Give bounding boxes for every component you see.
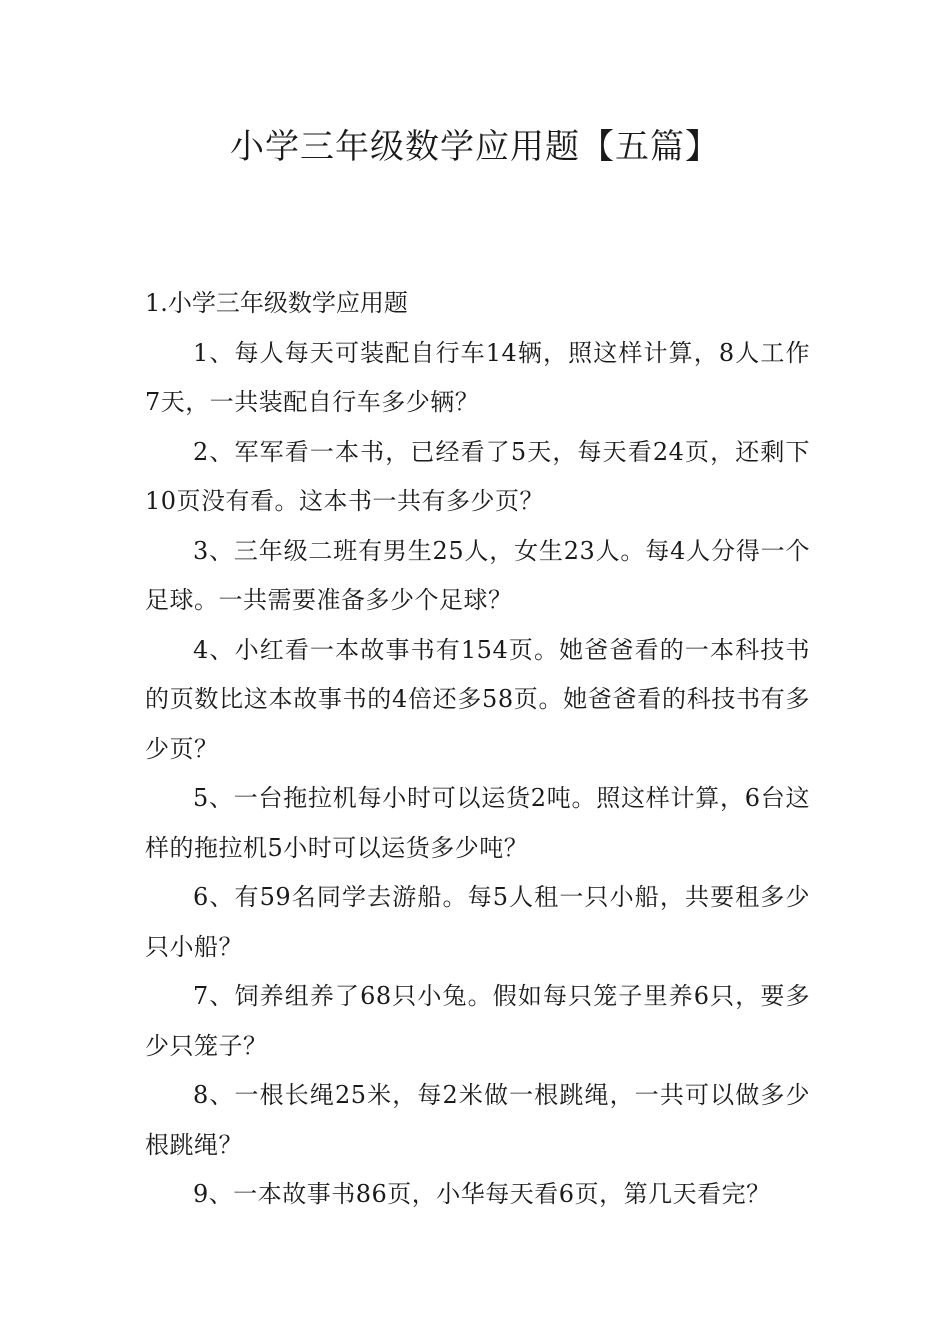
question-6: 6、有59名同学去游船。每5人租一只小船，共要租多少只小船？ — [145, 883, 810, 961]
question-2: 2、军军看一本书，已经看了5天，每天看24页，还剩下10页没有看。这本书一共有多少页？ — [145, 437, 810, 515]
question-8: 8、一根长绳25米，每2米做一根跳绳，一共可以做多少根跳绳？ — [145, 1081, 810, 1159]
document-body — [145, 279, 810, 1220]
question-4: 4、小红看一本故事书有154页。她爸爸看的一本科技书的页数比这本故事书的4倍还多58页。她爸爸看的科技书有多少页？ — [145, 635, 810, 763]
document-title: 小学三年级数学应用题【五篇】 — [230, 127, 720, 167]
question-3: 3、三年级二班有男生25人，女生23人。每4人分得一个足球。一共需要准备多少个足球？ — [145, 536, 810, 614]
question-5: 5、一台拖拉机每小时可以运货2吨。照这样计算，6台这样的拖拉机5小时可以运货多少吨？ — [145, 784, 810, 862]
section-heading: 1.小学三年级数学应用题 — [145, 289, 408, 317]
question-9: 9、一本故事书86页，小华每天看6页，第几天看完？ — [193, 1180, 771, 1208]
question-1: 1、每人每天可装配自行车14辆，照这样计算，8人工作7天，一共装配自行车多少辆？ — [145, 338, 810, 416]
question-7: 7、饲养组养了68只小兔。假如每只笼子里养6只，要多少只笼子？ — [145, 982, 810, 1060]
